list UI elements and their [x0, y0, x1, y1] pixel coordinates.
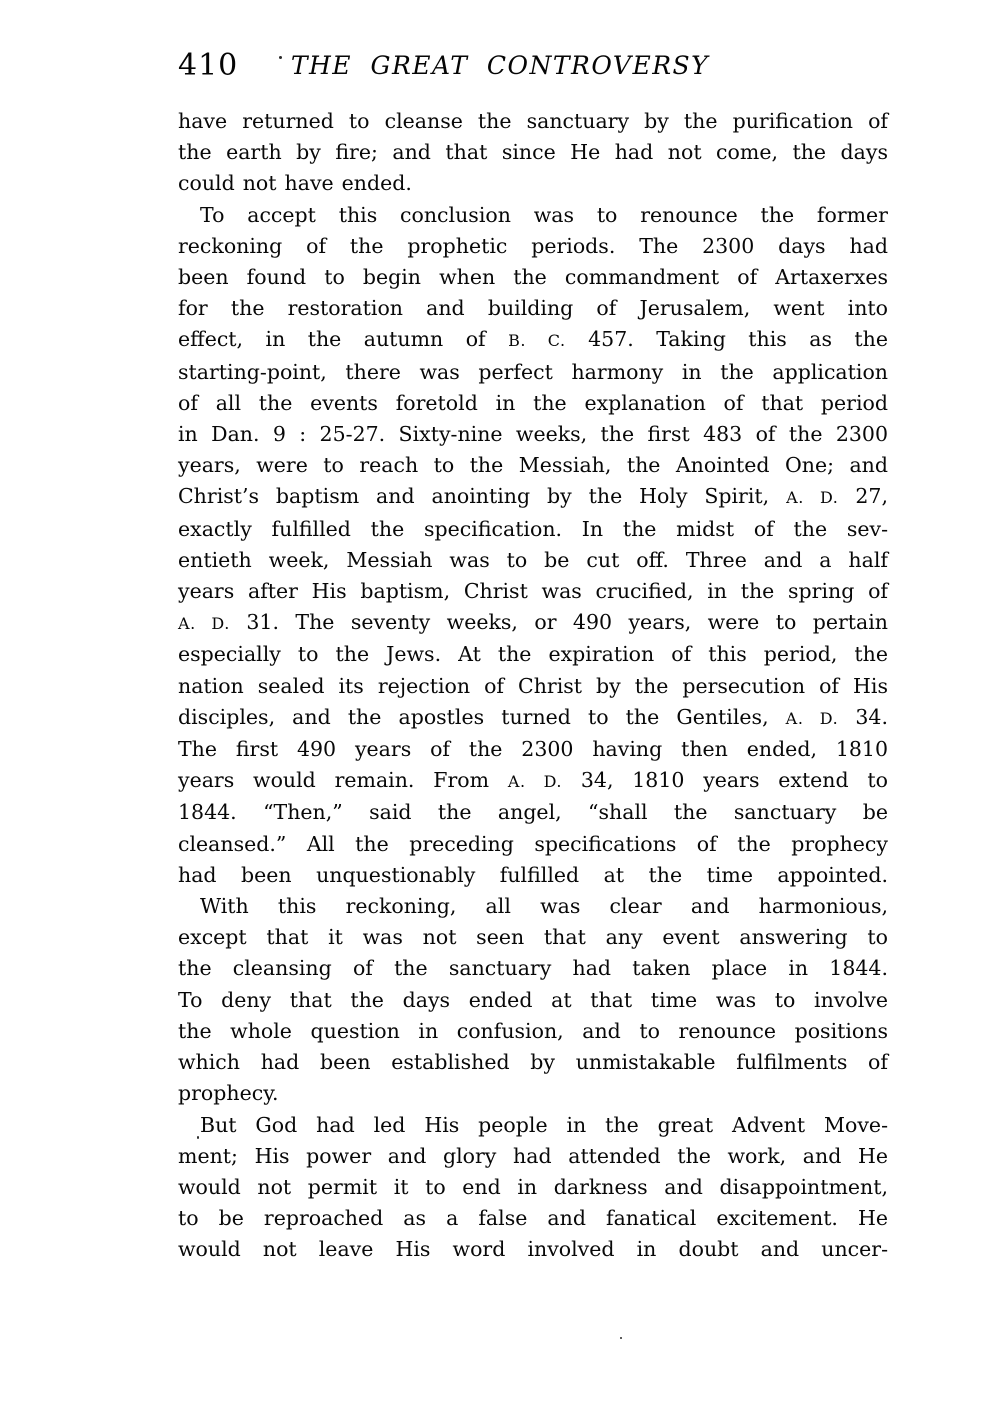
text-line: to be reproached as a false and fanatical excitement. He: [178, 1206, 888, 1231]
text-line: Christ’s baptism and anointing by the Holy Spirit, A. D. 27,: [178, 484, 888, 509]
text-line: The first 490 years of the 2300 having then ended, 1810: [178, 737, 888, 762]
text-line: 1844. “Then,” said the angel, “shall the sanctuary be: [178, 800, 888, 825]
scan-speck: [620, 1337, 622, 1339]
text-line: especially to the Jews. At the expiration of this period, the: [178, 642, 888, 667]
text-line: been found to begin when the commandment of Artaxerxes: [178, 265, 888, 290]
text-line: years would remain. From A. D. 34, 1810 years extend to: [178, 768, 888, 793]
text-line: would not leave His word involved in doubt and uncer-: [178, 1237, 888, 1262]
text-line: effect, in the autumn of B. C. 457. Taking this as the: [178, 327, 888, 352]
small-caps-abbreviation: A. D.: [507, 772, 563, 792]
text-line: the earth by fire; and that since He had not come, the days: [178, 140, 888, 165]
text-line: starting-point, there was perfect harmony in the application: [178, 359, 888, 384]
text-line: the whole question in confusion, and to renounce positions: [178, 1018, 888, 1043]
text-line: except that it was not seen that any event answering to: [178, 925, 888, 950]
page-number: 410: [178, 48, 239, 83]
text-line: exactly fulfilled the specification. In the midst of the sev-: [178, 516, 888, 541]
text-line: disciples, and the apostles turned to the Gentiles, A. D. 34.: [178, 704, 888, 729]
text-line: To deny that the days ended at that time was to involve: [178, 987, 888, 1012]
text-line: A. D. 31. The seventy weeks, or 490 years, were to pertain: [178, 610, 888, 635]
running-header: THE GREAT CONTROVERSY: [290, 51, 710, 80]
text-line: cleansed.” All the preceding specifications of the prophecy: [178, 831, 888, 856]
small-caps-abbreviation: B. C.: [508, 331, 566, 351]
text-line: But God had led His people in the great Advent Move-: [200, 1112, 888, 1137]
text-line: of all the events foretold in the explanation of that period: [178, 390, 888, 415]
text-line: years after His baptism, Christ was crucified, in the spring of: [178, 579, 888, 604]
text-line: prophecy.: [178, 1081, 279, 1106]
text-line: years, were to reach to the Messiah, the Anointed One; and: [178, 453, 888, 478]
text-line: entieth week, Messiah was to be cut off. Three and a half: [178, 547, 888, 572]
text-line: would not permit it to end in darkness and disappointment,: [178, 1174, 888, 1199]
small-caps-abbreviation: A. D.: [785, 708, 839, 728]
text-line: for the restoration and building of Jerusalem, went into: [178, 296, 888, 321]
text-line: the cleansing of the sanctuary had taken place in 1844.: [178, 956, 888, 981]
text-line: reckoning of the prophetic periods. The 2300 days had: [178, 233, 888, 258]
text-line: which had been established by unmistakable fulfilments of: [178, 1050, 888, 1075]
text-line: could not have ended.: [178, 171, 412, 196]
text-line: have returned to cleanse the sanctuary by the purification of: [178, 109, 888, 133]
small-caps-abbreviation: A. D.: [786, 488, 839, 508]
text-line: With this reckoning, all was clear and harmonious,: [200, 894, 888, 919]
page-body: [178, 106, 888, 1266]
text-line: ment; His power and glory had attended the work, and He: [178, 1143, 888, 1168]
text-line: in Dan. 9 : 25-27. Sixty-nine weeks, the first 483 of the 2300: [178, 422, 888, 447]
text-line: nation sealed its rejection of Christ by the persecution of His: [178, 673, 888, 698]
text-line: had been unquestionably fulfilled at the time appointed.: [178, 862, 888, 887]
text-line: To accept this conclusion was to renounce the former: [200, 202, 888, 227]
small-caps-abbreviation: A. D.: [178, 614, 230, 634]
